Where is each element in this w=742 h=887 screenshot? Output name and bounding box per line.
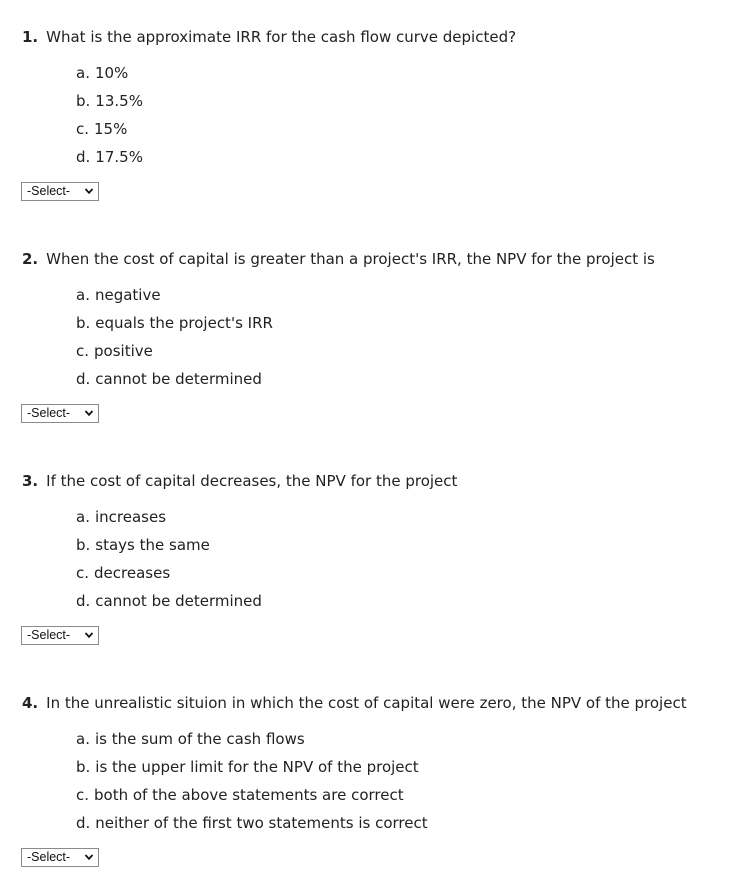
option-text: stays the same xyxy=(95,536,210,554)
option-letter: d. xyxy=(76,370,91,388)
option-letter: d. xyxy=(76,592,91,610)
chevron-down-icon xyxy=(84,408,94,418)
option-text: 15% xyxy=(94,120,128,138)
chevron-down-icon xyxy=(84,630,94,640)
answer-select-4[interactable] xyxy=(21,848,99,867)
option-text: increases xyxy=(94,508,167,526)
option-text: negative xyxy=(94,286,161,304)
option-a xyxy=(76,63,143,91)
question-number: 2. xyxy=(22,250,39,268)
chevron-down-icon xyxy=(84,186,94,196)
option-letter: c. xyxy=(76,120,90,138)
option-text: 17.5% xyxy=(95,148,143,166)
option-c xyxy=(76,785,428,813)
option-letter: a. xyxy=(76,64,90,82)
question-text: What is the approximate IRR for the cash flow curve depicted? xyxy=(46,28,517,46)
option-a xyxy=(76,285,273,313)
option-d xyxy=(76,147,143,175)
option-text: equals the project's IRR xyxy=(95,314,273,332)
option-letter: c. xyxy=(76,342,90,360)
option-d xyxy=(76,369,273,397)
option-letter: d. xyxy=(76,814,91,832)
option-letter: c. xyxy=(76,564,90,582)
option-letter: a. xyxy=(76,730,90,748)
question-stem xyxy=(22,27,516,47)
question-number: 3. xyxy=(22,472,39,490)
option-letter: b. xyxy=(76,314,91,332)
option-text: cannot be determined xyxy=(95,592,262,610)
answer-options xyxy=(76,507,262,619)
answer-options xyxy=(76,63,143,175)
question-stem xyxy=(22,249,655,269)
question-text: If the cost of capital decreases, the NPV for the project xyxy=(46,472,458,490)
question-stem xyxy=(22,693,687,713)
answer-select-1[interactable] xyxy=(21,182,99,201)
option-text: neither of the first two statements is correct xyxy=(95,814,428,832)
select-value: -Select- xyxy=(27,850,71,864)
select-value: -Select- xyxy=(27,406,71,420)
option-c xyxy=(76,341,273,369)
select-value: -Select- xyxy=(27,184,71,198)
option-text: decreases xyxy=(94,564,171,582)
answer-select-2[interactable] xyxy=(21,404,99,423)
option-d xyxy=(76,591,262,619)
option-text: is the upper limit for the NPV of the project xyxy=(95,758,419,776)
option-c xyxy=(76,563,262,591)
select-value: -Select- xyxy=(27,628,71,642)
option-text: is the sum of the cash flows xyxy=(94,730,305,748)
answer-select-3[interactable] xyxy=(21,626,99,645)
question-number: 4. xyxy=(22,694,39,712)
option-letter: b. xyxy=(76,92,91,110)
option-text: positive xyxy=(94,342,153,360)
option-text: cannot be determined xyxy=(95,370,262,388)
question-text: When the cost of capital is greater than a project's IRR, the NPV for the project is xyxy=(46,250,655,268)
option-b xyxy=(76,91,143,119)
option-b xyxy=(76,535,262,563)
option-letter: a. xyxy=(76,508,90,526)
option-letter: b. xyxy=(76,536,91,554)
option-a xyxy=(76,729,428,757)
option-letter: c. xyxy=(76,786,90,804)
option-letter: b. xyxy=(76,758,91,776)
option-d xyxy=(76,813,428,841)
question-text: In the unrealistic situion in which the cost of capital were zero, the NPV of the project xyxy=(46,694,687,712)
option-b xyxy=(76,757,428,785)
question-stem xyxy=(22,471,457,491)
question-number: 1. xyxy=(22,28,39,46)
option-letter: d. xyxy=(76,148,91,166)
option-letter: a. xyxy=(76,286,90,304)
option-text: both of the above statements are correct xyxy=(94,786,404,804)
option-a xyxy=(76,507,262,535)
answer-options xyxy=(76,729,428,841)
option-text: 13.5% xyxy=(95,92,143,110)
chevron-down-icon xyxy=(84,852,94,862)
option-c xyxy=(76,119,143,147)
option-text: 10% xyxy=(94,64,129,82)
answer-options xyxy=(76,285,273,397)
option-b xyxy=(76,313,273,341)
